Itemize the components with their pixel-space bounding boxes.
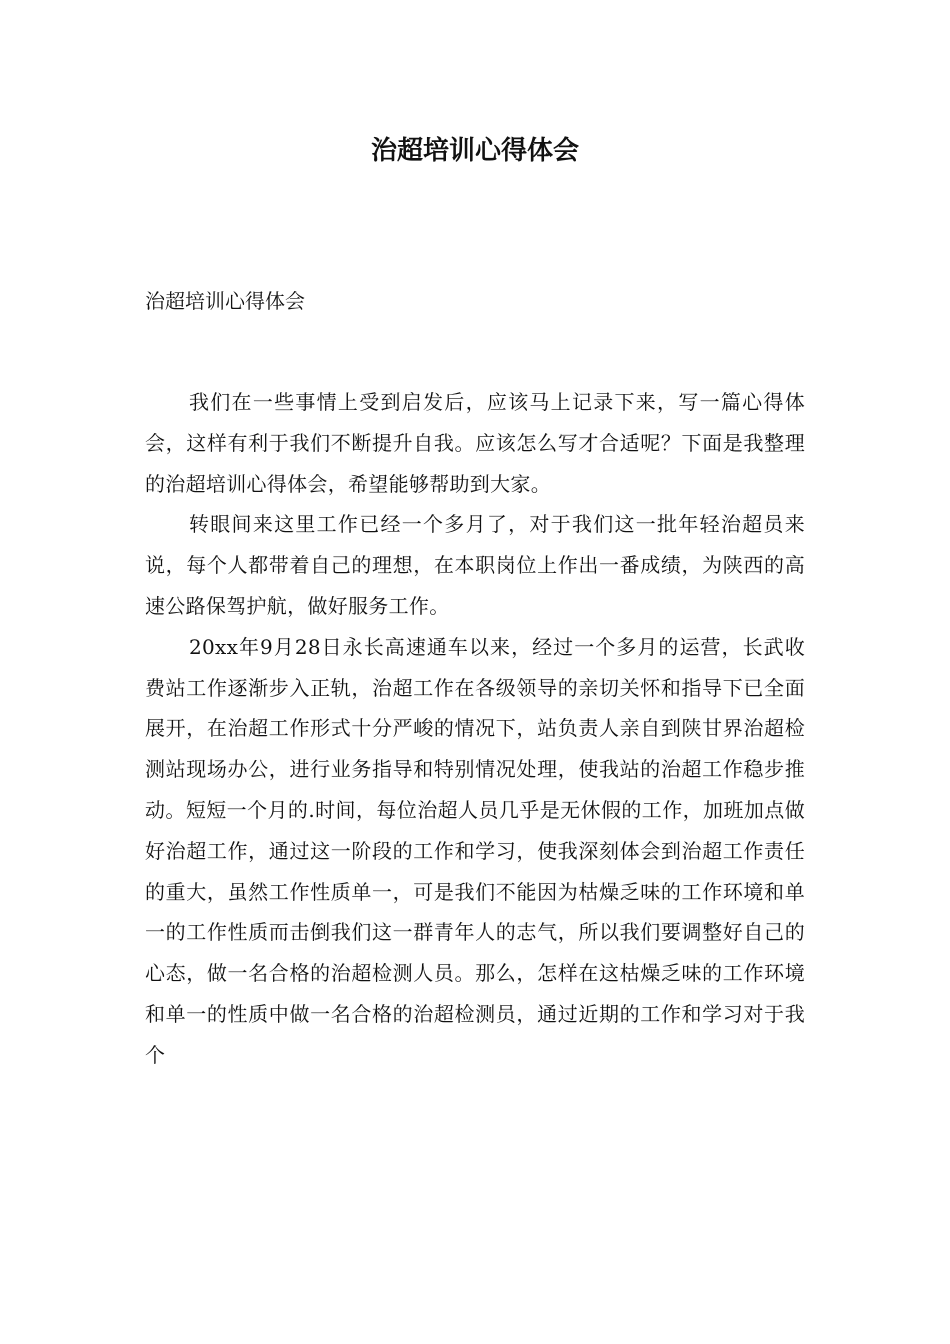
- document-subtitle: 治超培训心得体会: [145, 289, 305, 313]
- document-body: [145, 382, 805, 1076]
- document-title: 治超培训心得体会: [370, 136, 579, 166]
- paragraph: 转眼间来这里工作已经一个多月了，对于我们这一批年轻治超员来说，每个人都带着自己的理想，在本职岗位上作出一番成绩，为陕西的高速公路保驾护航，做好服务工作。: [145, 512, 805, 618]
- paragraph: 我们在一些事情上受到启发后，应该马上记录下来，写一篇心得体会，这样有利于我们不断提升自我。应该怎么写才合适呢？下面是我整理的治超培训心得体会，希望能够帮助到大家。: [145, 390, 805, 496]
- paragraph: 20xx年9月28日永长高速通车以来，经过一个多月的运营，长武收费站工作逐渐步入正轨，治超工作在各级领导的亲切关怀和指导下已全面展开，在治超工作形式十分严峻的情况下，站负责人亲自到陕甘界治超检测站现场办公，进行业务指导和特别情况处理，使我站的治超工作稳步推动。短短一个月的.时间，每位治超人员几乎是无休假的工作，加班加点做好治超工作，通过这一阶段的工作和学习，使我深刻体会到治超工作责任的重大，虽然工作性质单一，可是我们不能因为枯燥乏味的工作环境和单一的工作性质而击倒我们这一群青年人的志气，所以我们要调整好自己的心态，做一名合格的治超检测人员。那么，怎样在这枯燥乏味的工作环境和单一的性质中做一名合格的治超检测员，通过近期的工作和学习对于我个: [145, 634, 805, 1067]
